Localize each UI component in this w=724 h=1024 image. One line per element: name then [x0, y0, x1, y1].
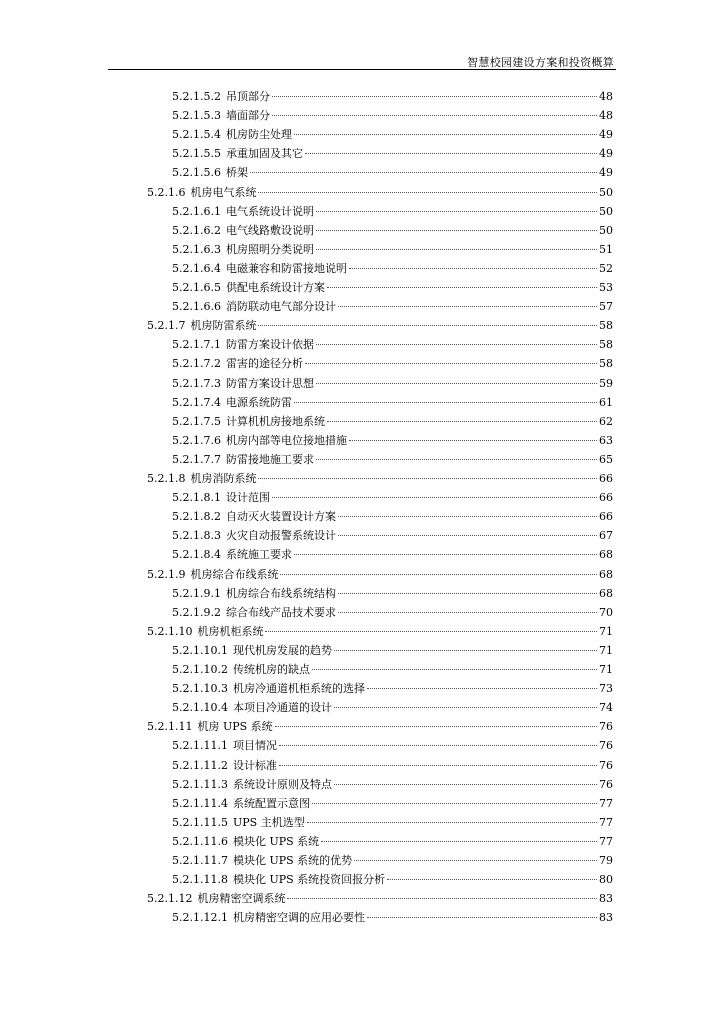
toc-entry-number: 5.2.1.8.1 — [172, 491, 221, 505]
toc-entry[interactable] — [147, 317, 613, 335]
page-header — [0, 0, 724, 70]
toc-entry-page-number: 50 — [599, 204, 613, 218]
toc-entry-title: 桥架 — [225, 166, 248, 180]
toc-entry-title: 现代机房发展的趋势 — [232, 643, 332, 657]
toc-entry-number: 5.2.1.7.4 — [172, 395, 221, 409]
toc-entry-number: 5.2.1.10.3 — [172, 682, 228, 696]
toc-entry[interactable] — [172, 833, 613, 851]
toc-entry-page-number: 53 — [599, 281, 613, 294]
toc-entry-number: 5.2.1.5.3 — [172, 109, 221, 123]
toc-entry-number: 5.2.1.6.5 — [172, 281, 221, 294]
toc-entry-title: 综合布线产品技术要求 — [225, 605, 336, 619]
toc-dot-leader — [338, 535, 597, 536]
toc-dot-leader — [316, 459, 597, 460]
toc-entry-page-number: 77 — [599, 834, 613, 848]
toc-entry[interactable] — [172, 585, 613, 603]
toc-entry-page-number: 50 — [599, 185, 613, 199]
toc-dot-leader — [294, 554, 597, 555]
toc-entry-page-number: 68 — [599, 567, 613, 581]
toc-entry-number: 5.2.1.9 — [147, 567, 186, 581]
toc-dot-leader — [272, 96, 597, 97]
toc-dot-leader — [338, 612, 597, 613]
toc-dot-leader — [354, 860, 597, 861]
toc-entry-page-number: 58 — [599, 319, 613, 333]
toc-entry-page-number: 71 — [599, 643, 613, 657]
toc-entry-number: 5.2.1.7.3 — [172, 376, 221, 390]
toc-entry-title: 机房电气系统 — [190, 185, 257, 199]
toc-entry[interactable] — [172, 164, 613, 182]
toc-entry-page-number: 66 — [599, 491, 613, 505]
toc-entry-page-number: 65 — [599, 452, 613, 466]
toc-entry-number: 5.2.1.7 — [147, 319, 186, 333]
toc-entry-title: 机房消防系统 — [190, 472, 257, 485]
toc-entry-title: 雷害的途径分析 — [225, 357, 303, 371]
toc-entry-page-number: 50 — [599, 223, 613, 237]
header-divider — [108, 69, 616, 70]
toc-entry-number: 5.2.1.6.4 — [172, 261, 221, 275]
toc-entry-title: 电源系统防雷 — [225, 395, 292, 409]
toc-entry-page-number: 77 — [599, 796, 613, 810]
toc-entry[interactable] — [172, 451, 613, 469]
toc-entry-number: 5.2.1.6.6 — [172, 300, 221, 314]
toc-dot-leader — [279, 745, 597, 746]
toc-entry-number: 5.2.1.10 — [147, 624, 193, 638]
toc-dot-leader — [349, 440, 597, 441]
toc-entry-number: 5.2.1.10.4 — [172, 701, 228, 715]
toc-entry[interactable] — [172, 432, 613, 450]
toc-entry[interactable] — [172, 126, 613, 144]
toc-entry-page-number: 77 — [599, 815, 613, 829]
toc-entry-number: 5.2.1.11.2 — [172, 758, 228, 772]
toc-entry-page-number: 62 — [599, 414, 613, 428]
toc-entry-number: 5.2.1.6 — [147, 185, 186, 199]
toc-entry-number: 5.2.1.8.3 — [172, 529, 221, 543]
toc-entry-title: 机房防雷系统 — [190, 319, 257, 333]
toc-entry[interactable] — [147, 718, 613, 736]
toc-entry-page-number: 71 — [599, 663, 613, 676]
toc-entry-title: 承重加固及其它 — [225, 147, 303, 161]
toc-entry-number: 5.2.1.5.5 — [172, 147, 221, 161]
toc-entry-page-number: 74 — [599, 701, 613, 715]
toc-entry-page-number: 76 — [599, 720, 613, 734]
toc-entry-title: 供配电系统设计方案 — [225, 281, 325, 294]
toc-entry[interactable] — [172, 814, 613, 832]
toc-entry-number: 5.2.1.6.1 — [172, 204, 221, 218]
toc-entry-number: 5.2.1.5.6 — [172, 166, 221, 180]
toc-dot-leader — [265, 631, 597, 632]
toc-entry-number: 5.2.1.7.1 — [172, 338, 221, 352]
toc-entry[interactable] — [172, 394, 613, 412]
toc-entry-page-number: 79 — [599, 854, 613, 867]
toc-entry-page-number: 68 — [599, 586, 613, 600]
toc-dot-leader — [338, 516, 597, 517]
toc-entry[interactable] — [147, 470, 613, 488]
toc-entry-page-number: 83 — [599, 892, 613, 906]
toc-entry-page-number: 48 — [599, 109, 613, 123]
toc-entry[interactable] — [147, 566, 613, 584]
toc-entry-page-number: 66 — [599, 510, 613, 524]
toc-entry-number: 5.2.1.7.2 — [172, 357, 221, 371]
toc-entry-number: 5.2.1.10.1 — [172, 643, 228, 657]
toc-entry-number: 5.2.1.11.8 — [172, 873, 228, 887]
toc-entry[interactable] — [172, 642, 613, 660]
toc-entry-title: 电磁兼容和防雷接地说明 — [225, 261, 347, 275]
toc-dot-leader — [272, 115, 597, 116]
toc-dot-leader — [250, 172, 597, 173]
toc-entry-page-number: 49 — [599, 147, 613, 161]
toc-entry-number: 5.2.1.11 — [147, 720, 193, 734]
toc-dot-leader — [258, 192, 597, 193]
toc-entry-number: 5.2.1.6.2 — [172, 223, 221, 237]
toc-dot-leader — [305, 363, 597, 364]
toc-entry-page-number: 66 — [599, 472, 613, 485]
toc-entry-title: 项目情况 — [232, 739, 277, 753]
toc-entry-title: 机房精密空调系统 — [197, 892, 286, 906]
toc-dot-leader — [327, 287, 597, 288]
toc-dot-leader — [316, 211, 597, 212]
toc-entry-title: 本项目冷通道的设计 — [232, 701, 332, 715]
toc-entry-title: 吊顶部分 — [225, 90, 270, 103]
toc-entry[interactable] — [172, 909, 613, 927]
toc-entry[interactable] — [172, 699, 613, 717]
toc-entry[interactable] — [147, 890, 613, 908]
toc-dot-leader — [334, 707, 597, 708]
toc-dot-leader — [307, 822, 597, 823]
toc-entry-number: 5.2.1.9.2 — [172, 605, 221, 619]
toc-entry[interactable] — [172, 776, 613, 794]
toc-entry-number: 5.2.1.7.7 — [172, 452, 221, 466]
toc-entry-title: 机房防尘处理 — [225, 128, 292, 142]
toc-dot-leader — [334, 650, 597, 651]
toc-entry-title: 模块化 UPS 系统投资回报分析 — [232, 873, 386, 887]
toc-entry[interactable] — [172, 336, 613, 354]
toc-entry-number: 5.2.1.11.6 — [172, 834, 228, 848]
toc-dot-leader — [338, 306, 597, 307]
toc-entry-number: 5.2.1.10.2 — [172, 663, 228, 676]
toc-entry[interactable] — [172, 241, 613, 259]
toc-entry-title: 防雷方案设计思想 — [225, 376, 314, 390]
toc-entry-number: 5.2.1.5.4 — [172, 128, 221, 142]
toc-dot-leader — [305, 153, 597, 154]
document-title: 智慧校园建设方案和投资概算 — [467, 56, 614, 69]
toc-entry-title: 模块化 UPS 系统的优势 — [232, 854, 353, 867]
toc-entry[interactable] — [172, 489, 613, 507]
toc-entry-title: 电气系统设计说明 — [225, 204, 314, 218]
toc-dot-leader — [349, 268, 597, 269]
toc-entry[interactable] — [172, 508, 613, 526]
toc-entry-title: 设计范围 — [225, 491, 270, 505]
toc-dot-leader — [312, 803, 597, 804]
toc-entry[interactable] — [172, 680, 613, 698]
toc-entry-title: 机房综合布线系统结构 — [225, 586, 336, 600]
toc-entry-page-number: 49 — [599, 166, 613, 180]
toc-dot-leader — [327, 421, 597, 422]
toc-entry[interactable] — [172, 107, 613, 125]
toc-dot-leader — [294, 402, 597, 403]
toc-entry[interactable] — [172, 88, 613, 106]
toc-dot-leader — [316, 230, 597, 231]
toc-entry-page-number: 76 — [599, 739, 613, 753]
toc-entry[interactable] — [172, 260, 613, 278]
toc-entry-title: 火灾自动报警系统设计 — [225, 529, 336, 543]
toc-entry-title: 防雷接地施工要求 — [225, 452, 314, 466]
toc-entry-title: 计算机机房接地系统 — [225, 414, 325, 428]
toc-entry-title: 电气线路敷设说明 — [225, 223, 314, 237]
toc-entry-title: UPS 主机选型 — [232, 815, 305, 829]
toc-entry-title: 机房综合布线系统 — [190, 567, 279, 581]
toc-entry[interactable] — [172, 203, 613, 221]
toc-entry[interactable] — [172, 375, 613, 393]
toc-entry-page-number: 63 — [599, 433, 613, 447]
toc-entry[interactable] — [147, 623, 613, 641]
toc-entry-page-number: 48 — [599, 90, 613, 103]
toc-entry-page-number: 52 — [599, 261, 613, 275]
toc-entry-title: 防雷方案设计依据 — [225, 338, 314, 352]
toc-entry[interactable] — [172, 279, 613, 297]
toc-entry[interactable] — [172, 298, 613, 316]
toc-entry[interactable] — [172, 222, 613, 240]
toc-entry-title: 机房照明分类说明 — [225, 242, 314, 256]
toc-entry-page-number: 68 — [599, 548, 613, 562]
toc-entry-title: 机房内部等电位接地措施 — [225, 433, 347, 447]
toc-dot-leader — [280, 574, 597, 575]
toc-dot-leader — [387, 879, 597, 880]
toc-entry-title: 传统机房的缺点 — [232, 663, 310, 676]
toc-entry-title: 机房机柜系统 — [197, 624, 264, 638]
toc-entry-page-number: 49 — [599, 128, 613, 142]
toc-entry-number: 5.2.1.11.1 — [172, 739, 228, 753]
toc-entry-page-number: 83 — [599, 911, 613, 925]
toc-entry[interactable] — [172, 546, 613, 564]
toc-entry-number: 5.2.1.7.5 — [172, 414, 221, 428]
toc-entry-number: 5.2.1.11.4 — [172, 796, 228, 810]
toc-entry-number: 5.2.1.9.1 — [172, 586, 221, 600]
toc-entry-title: 系统设计原则及特点 — [232, 777, 332, 791]
toc-entry[interactable] — [172, 852, 613, 870]
toc-entry-page-number: 58 — [599, 338, 613, 352]
toc-entry[interactable] — [172, 661, 613, 679]
toc-entry-title: 系统配置示意图 — [232, 796, 310, 810]
toc-dot-leader — [316, 383, 597, 384]
toc-dot-leader — [316, 344, 597, 345]
toc-entry-page-number: 80 — [599, 873, 613, 887]
toc-entry-title: 墙面部分 — [225, 109, 270, 123]
toc-entry-title: 机房精密空调的应用必要性 — [232, 911, 365, 925]
toc-entry[interactable] — [172, 737, 613, 755]
toc-entry-number: 5.2.1.8.2 — [172, 510, 221, 524]
toc-entry[interactable] — [172, 757, 613, 775]
toc-dot-leader — [334, 784, 597, 785]
toc-dot-leader — [275, 726, 597, 727]
toc-entry-title: 模块化 UPS 系统 — [232, 834, 320, 848]
toc-dot-leader — [272, 497, 597, 498]
toc-dot-leader — [321, 841, 597, 842]
toc-entry-title: 机房冷通道机柜系统的选择 — [232, 682, 365, 696]
toc-entry-page-number: 67 — [599, 529, 613, 543]
toc-entry-page-number: 61 — [599, 395, 613, 409]
toc-dot-leader — [367, 917, 597, 918]
toc-entry-number: 5.2.1.6.3 — [172, 242, 221, 256]
toc-entry-page-number: 57 — [599, 300, 613, 314]
toc-dot-leader — [287, 898, 597, 899]
toc-entry[interactable] — [172, 527, 613, 545]
toc-entry-page-number: 51 — [599, 242, 613, 256]
toc-entry-page-number: 76 — [599, 777, 613, 791]
toc-entry[interactable] — [172, 413, 613, 431]
toc-entry-number: 5.2.1.11.5 — [172, 815, 228, 829]
toc-entry[interactable] — [172, 871, 613, 889]
toc-dot-leader — [316, 249, 597, 250]
toc-dot-leader — [338, 593, 597, 594]
toc-entry-number: 5.2.1.12 — [147, 892, 193, 906]
toc-entry[interactable] — [172, 145, 613, 163]
toc-entry-number: 5.2.1.8 — [147, 472, 186, 485]
toc-entry-title: 设计标准 — [232, 758, 277, 772]
toc-entry-page-number: 58 — [599, 357, 613, 371]
toc-entry[interactable] — [172, 355, 613, 373]
toc-dot-leader — [294, 134, 597, 135]
toc-entry-number: 5.2.1.11.7 — [172, 854, 228, 867]
toc-entry-title: 机房 UPS 系统 — [197, 720, 273, 734]
toc-entry-title: 自动灭火装置设计方案 — [225, 510, 336, 524]
toc-dot-leader — [367, 688, 597, 689]
toc-entry-title: 消防联动电气部分设计 — [225, 300, 336, 314]
toc-entry-page-number: 71 — [599, 624, 613, 638]
toc-entry-number: 5.2.1.12.1 — [172, 911, 228, 925]
toc-entry-title: 系统施工要求 — [225, 548, 292, 562]
toc-entry-page-number: 76 — [599, 758, 613, 772]
toc-entry-page-number: 59 — [599, 376, 613, 390]
toc-entry-page-number: 70 — [599, 605, 613, 619]
toc-entry[interactable] — [172, 795, 613, 813]
toc-dot-leader — [258, 325, 597, 326]
toc-dot-leader — [312, 669, 597, 670]
toc-dot-leader — [258, 478, 597, 479]
toc-entry[interactable] — [147, 184, 613, 202]
toc-dot-leader — [279, 765, 597, 766]
toc-entry-number: 5.2.1.11.3 — [172, 777, 228, 791]
toc-entry[interactable] — [172, 604, 613, 622]
toc-entry-page-number: 73 — [599, 682, 613, 696]
toc-entry-number: 5.2.1.7.6 — [172, 433, 221, 447]
toc-entry-number: 5.2.1.5.2 — [172, 90, 221, 103]
toc-entry-number: 5.2.1.8.4 — [172, 548, 221, 562]
